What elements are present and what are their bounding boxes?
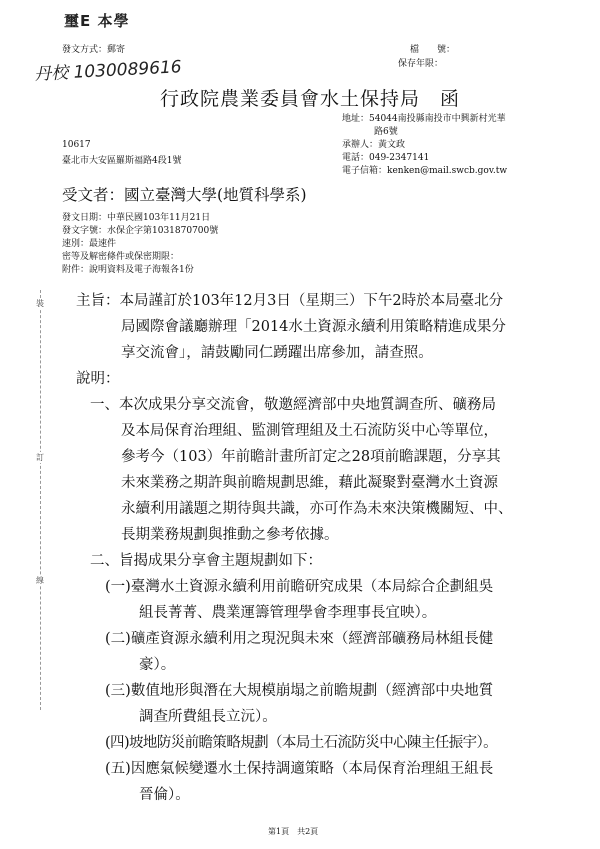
item2-sub3-line-2: 調查所費組長立沅）。 <box>139 709 277 725</box>
subject-line-1: 主旨：本局謹訂於103年12月3日（星期三）下午2時於本局臺北分 <box>76 293 504 309</box>
recipient-street: 臺北市大安區羅斯福路4段1號 <box>62 156 182 166</box>
item2-heading: 二、旨揭成果分享會主題規劃如下： <box>90 553 322 569</box>
contact-officer: 承辦人：黃文政 <box>342 140 406 150</box>
item2-sub2-line-1: (二)礦產資源永續利用之現況與未來（經濟部礦務局林組長健 <box>105 631 494 647</box>
addressee: 受文者：國立臺灣大學(地質科學系) <box>62 186 307 204</box>
contact-address-line1: 地址：54044南投縣南投市中興新村光華 <box>342 114 506 124</box>
item2-sub2-line-2: 豪）。 <box>139 657 176 673</box>
document-number: 發文字號：水保企字第1031870700號 <box>62 226 219 236</box>
item2-sub5-line-1: (五)因應氣候變遷水土保持調適策略（本局保育治理組王組長 <box>105 761 494 777</box>
item2-sub3-line-1: (三)數值地形與潛在大規模崩塌之前瞻規劃（經濟部中央地質 <box>105 683 494 699</box>
delivery-speed: 速別：最速件 <box>62 239 117 249</box>
item1-line-2: 及本局保育治理組、監測管理組及土石流防災中心等單位， <box>121 423 498 439</box>
item1-line-6: 長期業務規劃與推動之參考依據。 <box>121 527 339 543</box>
handwritten-receipt-mark: 璽E 本學 <box>64 12 130 30</box>
retention-period: 保存年限： <box>398 59 444 69</box>
agency-title: 行政院農業委員會水土保持局 函 <box>160 88 461 110</box>
secrecy-level: 密等及解密條件或保密期限： <box>62 252 180 262</box>
binding-mark-2: 訂 <box>36 453 44 462</box>
subject-line-2: 局國際會議廳辦理「2014水土資源永續利用策略精進成果分 <box>121 319 506 335</box>
item1-line-4: 未來業務之期許與前瞻規劃思維，藉此凝聚對臺灣水土資源 <box>121 475 498 491</box>
explanation-label: 說明： <box>76 371 120 387</box>
item1-line-3: 參考今（103）年前瞻計畫所訂定之28項前瞻課題，分享其 <box>121 449 501 465</box>
page-footer: 第1頁 共2頁 <box>268 827 319 836</box>
subject-line-3: 享交流會」，請鼓勵同仁踴躍出席參加，請查照。 <box>121 345 433 361</box>
item1-line-1: 一、本次成果分享交流會，敬邀經濟部中央地質調查所、礦務局 <box>90 397 496 413</box>
contact-address-line2: 路6號 <box>374 127 398 137</box>
attachments: 附件：說明資料及電子海報各1份 <box>62 265 194 275</box>
item2-sub1-line-1: (一)臺灣水土資源永續利用前瞻研究成果（本局綜合企劃組吳 <box>105 579 494 595</box>
item2-sub5-line-2: 晉倫）。 <box>139 787 190 803</box>
binding-mark-3: 線 <box>36 576 44 585</box>
recipient-postal-code: 10617 <box>62 140 91 150</box>
item2-sub1-line-2: 組長菁菁、農業運籌管理學會李理事長宜映）。 <box>139 605 437 621</box>
binding-line <box>40 290 41 710</box>
contact-phone: 電話：049-2347141 <box>342 153 430 163</box>
issue-date: 發文日期：中華民國103年11月21日 <box>62 213 211 223</box>
item1-line-5: 永續利用議題之期待與共識，亦可作為未來決策機關短、中、 <box>121 501 513 517</box>
archive-no: 檔 號： <box>410 45 456 55</box>
contact-email: 電子信箱：kenken@mail.swcb.gov.tw <box>342 166 508 176</box>
item2-sub4: (四)坡地防災前瞻策略規劃（本局土石流防災中心陳主任振宇）。 <box>105 735 498 751</box>
send-method: 發文方式：郵寄 <box>62 45 126 55</box>
handwritten-doc-number: 丹校 1030089616 <box>33 57 183 85</box>
binding-mark-1: 裝 <box>36 299 44 308</box>
